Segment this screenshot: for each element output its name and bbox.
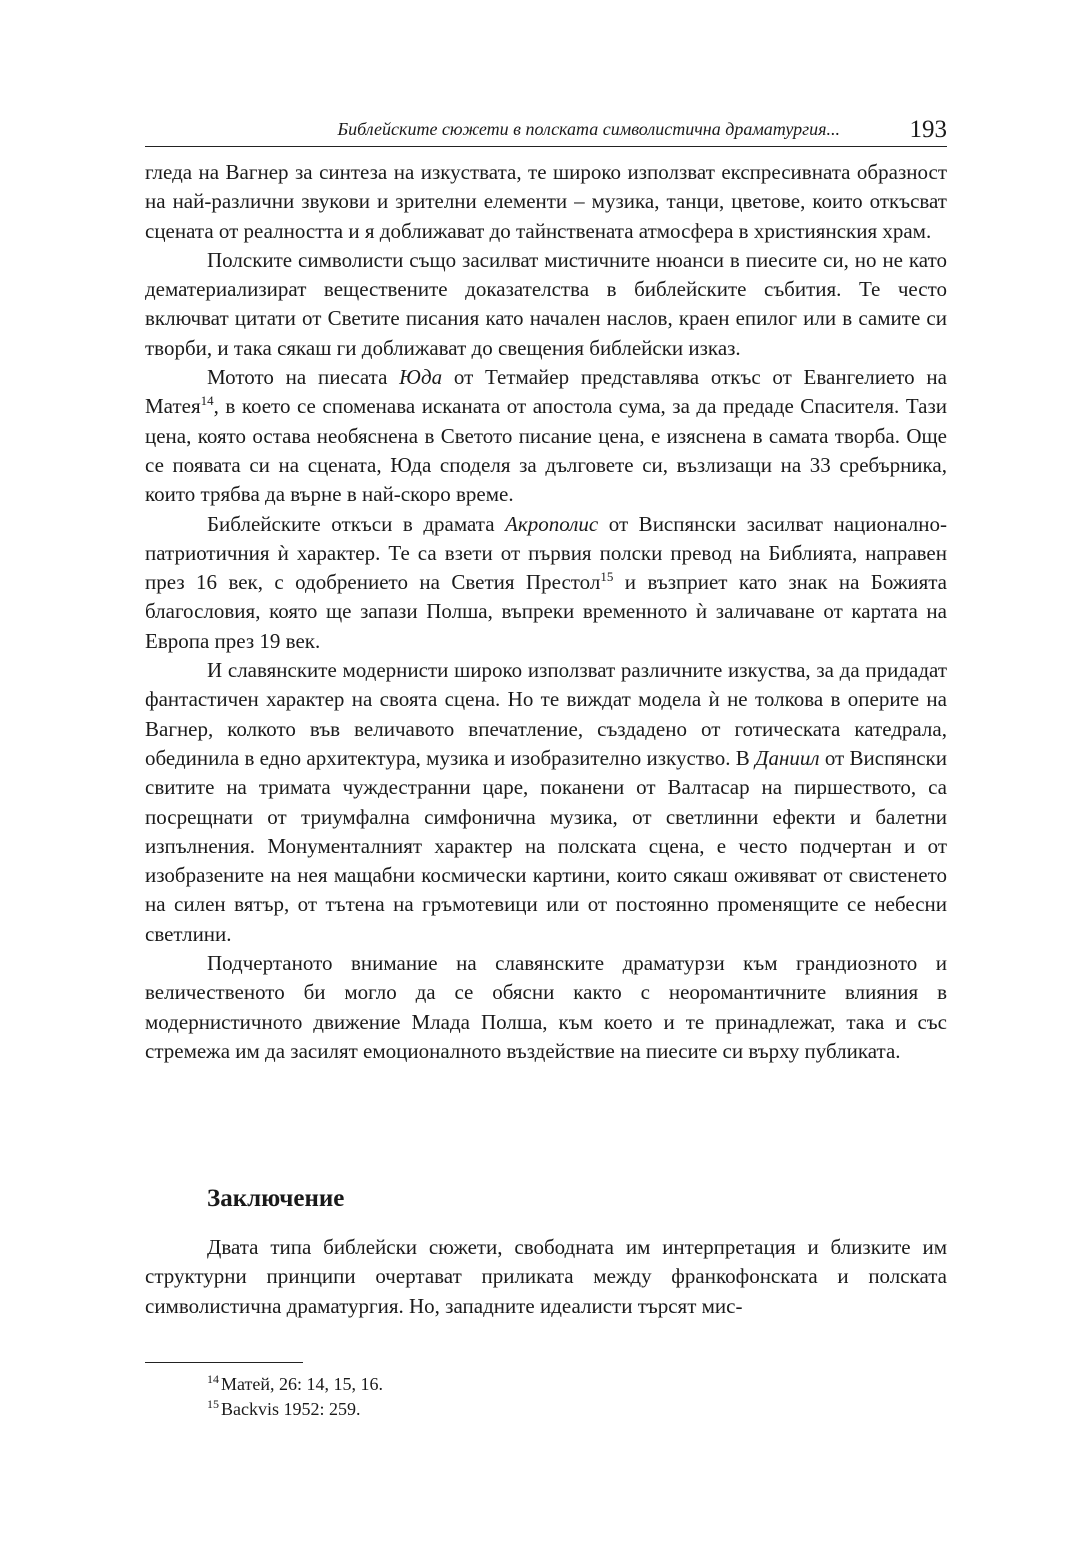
text-run: Мотото на пиесата: [207, 365, 400, 390]
text-run: от Виспянски засилват национално-патриотичния ѝ характер. Те са взети от първия полски превод на Библията, направен през 16 век, с одобрението на Светия Престол: [145, 511, 947, 595]
text-run: и възприет като знак на Божията благословия, която ще запази Полша, въпреки временното ѝ заличаване от картата на Европа през 19 век.: [145, 570, 947, 653]
text-run: И славянските модернисти широко използват различните изкуства, за да придадат фантастичен характер на своята сцена. Но те виждат модела ѝ не толкова в оперите на Вагнер, колкото във величавото впечатление, създадено от готическата катедрала, обединила в едно архитектура, музика и изобразително изкуство. В: [145, 658, 947, 770]
footnote-divider: [145, 1362, 303, 1363]
footnote-ref-14[interactable]: 14: [200, 393, 214, 409]
paragraph-4: [145, 510, 947, 656]
text-run: Библейските откъси в драмата: [207, 511, 506, 536]
play-title-akropolis: Акрополис: [505, 511, 599, 536]
text-run: от Виспянски свитите на тримата чуждестранни царе, поканени от Валтасар на пиршеството, са посрещнати от триумфална симфонична музика, от светлинни ефекти и балетни изпълнения. Монументалният характер на полската сцена, е често подчертан и от изобразените на нея мащабни космически картини, които сякаш оживяват от свистенето на силен вятър, от тътена на гръмотевици или от постоянно променящите се небесни светлини.: [145, 745, 947, 946]
paragraph-3: [145, 363, 947, 509]
conclusion-text: [145, 1233, 947, 1321]
footnote-14: [207, 1372, 383, 1397]
paragraph-2: Полските символисти също засилват мистичните нюанси в пиесите си, но не като дематериализират веществените доказателства в библейските събития. Те често включват цитати от Светите писания като начален наслов, краен епилог или в самите си творби, и така сякаш ги доближават до свещения библейски изказ.: [145, 247, 947, 360]
footnote-text: Матей, 26: 14, 15, 16.: [221, 1374, 384, 1394]
text-run: от Тетмайер представлява откъс от Евангелието на Матея: [145, 365, 947, 419]
footnotes: [207, 1372, 383, 1422]
running-title: Библейските сюжети в полската символистична драматургия...: [337, 119, 840, 139]
conclusion-paragraph: Двата типа библейски сюжети, свободната им интерпретация и близките им структурни принципи очертават приликата между франкофонската и полската символистична драматургия. Но, западните идеалисти търсят мис-: [145, 1235, 947, 1318]
play-title-daniil: Даниил: [755, 745, 820, 770]
text-run: , в което се споменава исканата от апостола сума, за да предаде Спасителя. Тази цена, която остава необяснена в Светото писание цена, е изяснена в самата творба. Още се появата си на сцената, Юда споделя за дълговете си, възлизащи на 33 сребърника, които трябва да върне в най-скоро време.: [145, 394, 947, 507]
footnote-number: 15: [207, 1397, 219, 1411]
play-title-juda: Юда: [399, 365, 443, 390]
paragraph-5: [145, 656, 947, 949]
paragraph-6: Подчертаното внимание на славянските драматурзи към грандиозното и величественото би могло да се обясни както с неоромантичните влияния в модернистичното движение Млада Полша, към което и те принадлежат, така и със стремежа им да засилят емоционалното въздействие на пиесите си върху публиката.: [145, 951, 947, 1063]
page-number: 193: [909, 116, 947, 143]
section-heading: Заключение: [207, 1185, 345, 1212]
footnote-text: Backvis 1952: 259.: [221, 1399, 361, 1419]
footnote-number: 14: [207, 1372, 219, 1386]
paragraph-1: гледа на Вагнер за синтеза на изкуствата, те широко използват експресивната образност на най-различни звукови и зрителни елементи – музика, танци, цветове, които откъсват сцената от реалността и я доближават до тайнствената атмосфера в християнския храм.: [145, 160, 947, 243]
running-header: [145, 112, 947, 147]
footnote-15: [207, 1397, 383, 1422]
main-text: [145, 158, 947, 1066]
footnote-ref-15[interactable]: 15: [600, 569, 614, 585]
